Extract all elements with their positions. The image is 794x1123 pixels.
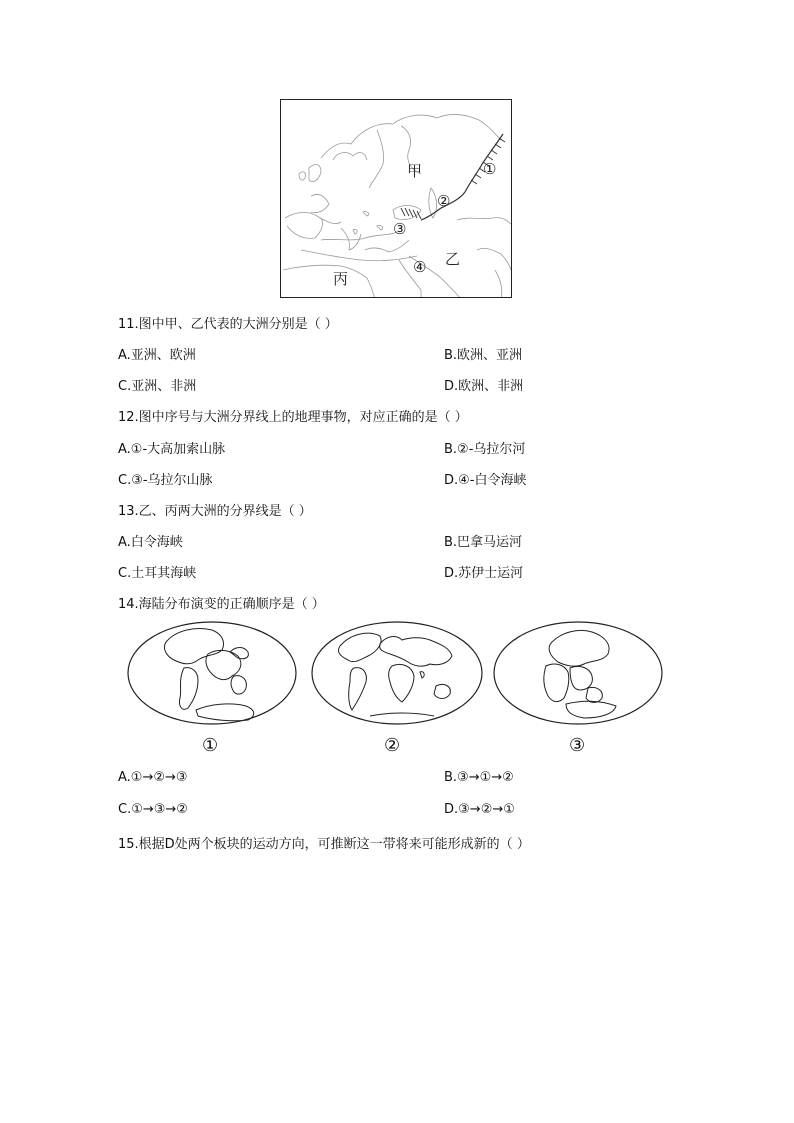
question-11-option-d: D.欧洲、非洲 [444,379,524,394]
question-12-option-b: B.②-乌拉尔河 [444,442,526,457]
globe-figure-1 [126,620,298,726]
globe-figure-2 [310,620,484,726]
globe-label-2: ② [384,735,401,756]
question-14-option-a: A.①→②→③ [118,770,188,785]
question-12-option-d: D.④-白令海峡 [444,473,527,488]
map-label-2: ② [437,192,451,210]
question-11-stem: 11.图中甲、乙代表的大洲分别是（ ） [118,317,338,332]
question-13-option-b: B.巴拿马运河 [444,535,523,550]
map-label-yi: 乙 [445,250,461,268]
question-14-stem: 14.海陆分布演变的正确顺序是（ ） [118,597,325,612]
question-11-option-c: C.亚洲、非洲 [118,379,197,394]
map-outline [281,100,512,298]
globe-figure-3 [492,620,664,726]
question-13-option-d: D.苏伊士运河 [444,566,524,581]
map-label-jia: 甲 [407,162,423,180]
question-14-option-c: C.①→③→② [118,802,188,817]
question-13-stem: 13.乙、丙两大洲的分界线是（ ） [118,504,312,519]
question-14-option-b: B.③→①→② [444,770,514,785]
globe-label-3: ③ [569,735,586,756]
question-12-option-a: A.①-大高加索山脉 [118,442,226,457]
question-15-stem: 15.根据D处两个板块的运动方向，可推断这一带将来可能形成新的（ ） [118,837,530,852]
question-12-stem: 12.图中序号与大洲分界线上的地理事物，对应正确的是（ ） [118,410,468,425]
map-label-4: ④ [413,258,427,276]
question-13-option-a: A.白令海峡 [118,535,183,550]
map-label-bing: 丙 [333,270,349,288]
map-label-3: ③ [393,220,407,238]
question-13-option-c: C.土耳其海峡 [118,566,197,581]
globe-label-1: ① [202,735,219,756]
question-11-option-b: B.欧洲、亚洲 [444,348,523,363]
question-11-option-a: A.亚洲、欧洲 [118,348,196,363]
question-12-option-c: C.③-乌拉尔山脉 [118,473,213,488]
map-label-1: ① [483,160,497,178]
continent-map [280,99,512,298]
question-14-option-d: D.③→②→① [444,802,515,817]
